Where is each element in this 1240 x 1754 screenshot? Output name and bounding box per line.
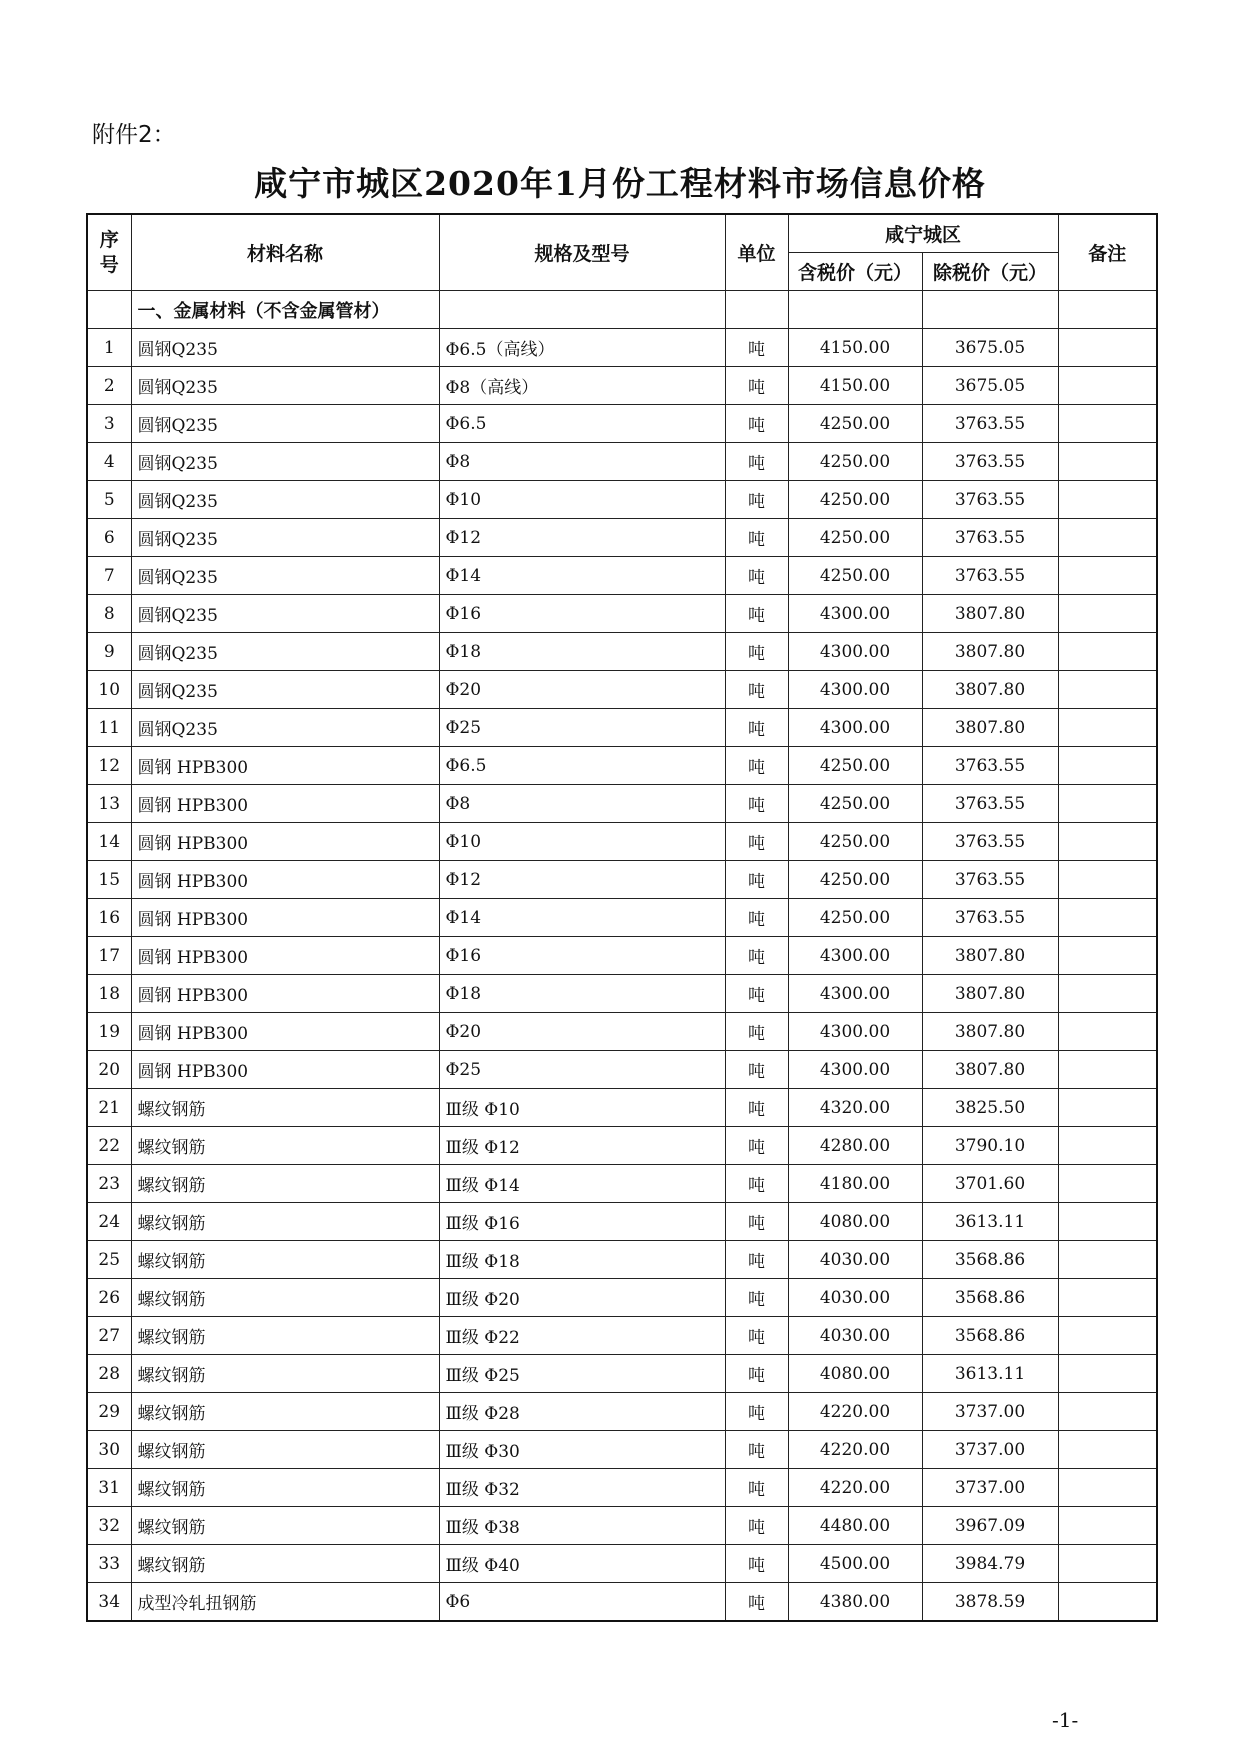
row-number: 6: [87, 519, 131, 557]
remark: [1058, 671, 1157, 709]
material-name: 螺纹钢筋: [131, 1127, 439, 1165]
remark: [1058, 1469, 1157, 1507]
remark: [1058, 747, 1157, 785]
material-name: 圆钢 HPB300: [131, 975, 439, 1013]
table-row: [87, 1165, 1157, 1203]
specification: Ⅲ级 Φ10: [439, 1089, 725, 1127]
unit: 吨: [725, 1051, 788, 1089]
price-with-tax: 4250.00: [788, 557, 922, 595]
specification: Ⅲ级 Φ32: [439, 1469, 725, 1507]
material-name: 螺纹钢筋: [131, 1431, 439, 1469]
price-without-tax: 3807.80: [922, 671, 1058, 709]
table-row: [87, 405, 1157, 443]
remark: [1058, 633, 1157, 671]
row-number: 31: [87, 1469, 131, 1507]
price-with-tax: 4030.00: [788, 1279, 922, 1317]
row-number: 4: [87, 443, 131, 481]
table-row: [87, 975, 1157, 1013]
row-number: 24: [87, 1203, 131, 1241]
price-with-tax: 4250.00: [788, 823, 922, 861]
price-with-tax: 4030.00: [788, 1317, 922, 1355]
remark: [1058, 557, 1157, 595]
table-row: [87, 1241, 1157, 1279]
unit: 吨: [725, 1431, 788, 1469]
row-number: 19: [87, 1013, 131, 1051]
remark: [1058, 1545, 1157, 1583]
material-name: 圆钢 HPB300: [131, 747, 439, 785]
specification: Φ6.5: [439, 747, 725, 785]
unit: 吨: [725, 519, 788, 557]
material-name: 圆钢 HPB300: [131, 861, 439, 899]
price-without-tax: 3763.55: [922, 747, 1058, 785]
price-without-tax: 3807.80: [922, 595, 1058, 633]
specification: Φ12: [439, 861, 725, 899]
header-spec: 规格及型号: [439, 214, 725, 291]
row-number: 28: [87, 1355, 131, 1393]
price-with-tax: 4250.00: [788, 481, 922, 519]
price-without-tax: 3568.86: [922, 1241, 1058, 1279]
remark: [1058, 937, 1157, 975]
price-without-tax: 3807.80: [922, 709, 1058, 747]
row-number: 18: [87, 975, 131, 1013]
price-without-tax: 3675.05: [922, 367, 1058, 405]
table-row: [87, 1431, 1157, 1469]
remark: [1058, 1583, 1157, 1622]
section-unit-cell: [725, 291, 788, 329]
header-no: [87, 214, 131, 291]
unit: 吨: [725, 1469, 788, 1507]
material-name: 圆钢Q235: [131, 405, 439, 443]
unit: 吨: [725, 481, 788, 519]
price-without-tax: 3763.55: [922, 557, 1058, 595]
header-price-tax: 含税价（元）: [788, 253, 922, 291]
specification: Φ25: [439, 1051, 725, 1089]
price-table: [86, 213, 1158, 1622]
unit: 吨: [725, 557, 788, 595]
specification: Φ16: [439, 937, 725, 975]
price-with-tax: 4150.00: [788, 367, 922, 405]
page-number: -1-: [1052, 1708, 1079, 1732]
remark: [1058, 595, 1157, 633]
table-row: [87, 595, 1157, 633]
specification: Φ18: [439, 633, 725, 671]
material-name: 螺纹钢筋: [131, 1545, 439, 1583]
specification: Ⅲ级 Φ28: [439, 1393, 725, 1431]
remark: [1058, 1165, 1157, 1203]
material-name: 圆钢Q235: [131, 633, 439, 671]
specification: Φ18: [439, 975, 725, 1013]
remark: [1058, 1279, 1157, 1317]
specification: Φ12: [439, 519, 725, 557]
page-title: 咸宁市城区2020年1月份工程材料市场信息价格: [254, 164, 986, 203]
table-row: [87, 747, 1157, 785]
specification: Ⅲ级 Φ14: [439, 1165, 725, 1203]
row-number: 17: [87, 937, 131, 975]
price-without-tax: 3701.60: [922, 1165, 1058, 1203]
row-number: 20: [87, 1051, 131, 1089]
material-name: 圆钢Q235: [131, 367, 439, 405]
price-without-tax: 3737.00: [922, 1393, 1058, 1431]
table-row: [87, 937, 1157, 975]
remark: [1058, 785, 1157, 823]
price-with-tax: 4220.00: [788, 1393, 922, 1431]
price-without-tax: 3790.10: [922, 1127, 1058, 1165]
material-name: 螺纹钢筋: [131, 1507, 439, 1545]
remark: [1058, 1317, 1157, 1355]
specification: Ⅲ级 Φ30: [439, 1431, 725, 1469]
material-name: 圆钢 HPB300: [131, 1013, 439, 1051]
price-with-tax: 4250.00: [788, 785, 922, 823]
price-without-tax: 3613.11: [922, 1203, 1058, 1241]
unit: 吨: [725, 633, 788, 671]
specification: Φ14: [439, 899, 725, 937]
price-with-tax: 4300.00: [788, 709, 922, 747]
material-name: 螺纹钢筋: [131, 1165, 439, 1203]
price-with-tax: 4300.00: [788, 633, 922, 671]
price-with-tax: 4300.00: [788, 595, 922, 633]
section-notax-cell: [922, 291, 1058, 329]
price-without-tax: 3763.55: [922, 443, 1058, 481]
unit: 吨: [725, 823, 788, 861]
price-with-tax: 4220.00: [788, 1431, 922, 1469]
unit: 吨: [725, 861, 788, 899]
table-row: [87, 1393, 1157, 1431]
table-row: [87, 1127, 1157, 1165]
remark: [1058, 709, 1157, 747]
table-row: [87, 861, 1157, 899]
unit: 吨: [725, 1545, 788, 1583]
section-no-cell: [87, 291, 131, 329]
price-with-tax: 4300.00: [788, 937, 922, 975]
remark: [1058, 367, 1157, 405]
price-with-tax: 4250.00: [788, 443, 922, 481]
material-name: 圆钢 HPB300: [131, 823, 439, 861]
material-name: 圆钢Q235: [131, 329, 439, 367]
table-row: [87, 633, 1157, 671]
price-without-tax: 3737.00: [922, 1469, 1058, 1507]
price-with-tax: 4220.00: [788, 1469, 922, 1507]
row-number: 15: [87, 861, 131, 899]
header-remark: 备注: [1058, 214, 1157, 291]
material-name: 圆钢Q235: [131, 709, 439, 747]
price-with-tax: 4320.00: [788, 1089, 922, 1127]
row-number: 1: [87, 329, 131, 367]
remark: [1058, 443, 1157, 481]
remark: [1058, 1051, 1157, 1089]
unit: 吨: [725, 1355, 788, 1393]
row-number: 26: [87, 1279, 131, 1317]
unit: 吨: [725, 1089, 788, 1127]
price-with-tax: 4380.00: [788, 1583, 922, 1622]
specification: Φ20: [439, 671, 725, 709]
material-name: 圆钢 HPB300: [131, 937, 439, 975]
price-without-tax: 3763.55: [922, 823, 1058, 861]
table-row: [87, 1203, 1157, 1241]
price-with-tax: 4250.00: [788, 861, 922, 899]
row-number: 30: [87, 1431, 131, 1469]
unit: 吨: [725, 1279, 788, 1317]
row-number: 8: [87, 595, 131, 633]
price-without-tax: 3763.55: [922, 861, 1058, 899]
specification: Ⅲ级 Φ20: [439, 1279, 725, 1317]
unit: 吨: [725, 329, 788, 367]
specification: Ⅲ级 Φ22: [439, 1317, 725, 1355]
unit: 吨: [725, 1507, 788, 1545]
unit: 吨: [725, 595, 788, 633]
price-without-tax: 3878.59: [922, 1583, 1058, 1622]
price-without-tax: 3763.55: [922, 785, 1058, 823]
section-spec-cell: [439, 291, 725, 329]
table-row: [87, 1545, 1157, 1583]
price-without-tax: 3807.80: [922, 1013, 1058, 1051]
row-number: 13: [87, 785, 131, 823]
row-number: 21: [87, 1089, 131, 1127]
unit: 吨: [725, 1583, 788, 1622]
table-row: [87, 1013, 1157, 1051]
specification: Φ8: [439, 785, 725, 823]
remark: [1058, 1507, 1157, 1545]
section-tax-cell: [788, 291, 922, 329]
remark: [1058, 405, 1157, 443]
row-number: 16: [87, 899, 131, 937]
material-name: 螺纹钢筋: [131, 1241, 439, 1279]
table-row: [87, 1279, 1157, 1317]
table-row: [87, 481, 1157, 519]
table-row: [87, 557, 1157, 595]
price-with-tax: 4300.00: [788, 1051, 922, 1089]
price-without-tax: 3763.55: [922, 899, 1058, 937]
table-row: [87, 1583, 1157, 1622]
specification: Φ25: [439, 709, 725, 747]
remark: [1058, 1089, 1157, 1127]
unit: 吨: [725, 367, 788, 405]
price-with-tax: 4300.00: [788, 975, 922, 1013]
price-without-tax: 3613.11: [922, 1355, 1058, 1393]
unit: 吨: [725, 1317, 788, 1355]
table-row: [87, 367, 1157, 405]
material-name: 成型冷轧扭钢筋: [131, 1583, 439, 1622]
table-row: [87, 1051, 1157, 1089]
unit: 吨: [725, 1127, 788, 1165]
table-row: [87, 1507, 1157, 1545]
section-title: 一、金属材料（不含金属管材）: [131, 291, 439, 329]
unit: 吨: [725, 1393, 788, 1431]
material-name: 螺纹钢筋: [131, 1355, 439, 1393]
table-row: [87, 709, 1157, 747]
remark: [1058, 975, 1157, 1013]
remark: [1058, 1393, 1157, 1431]
unit: 吨: [725, 975, 788, 1013]
remark: [1058, 1127, 1157, 1165]
price-without-tax: 3568.86: [922, 1317, 1058, 1355]
price-with-tax: 4180.00: [788, 1165, 922, 1203]
table-row: [87, 1469, 1157, 1507]
price-without-tax: 3984.79: [922, 1545, 1058, 1583]
material-name: 螺纹钢筋: [131, 1393, 439, 1431]
unit: 吨: [725, 709, 788, 747]
specification: Φ6: [439, 1583, 725, 1622]
table-row: [87, 329, 1157, 367]
material-name: 螺纹钢筋: [131, 1279, 439, 1317]
material-name: 圆钢Q235: [131, 671, 439, 709]
specification: Ⅲ级 Φ38: [439, 1507, 725, 1545]
row-number: 14: [87, 823, 131, 861]
specification: Ⅲ级 Φ40: [439, 1545, 725, 1583]
unit: 吨: [725, 1241, 788, 1279]
row-number: 23: [87, 1165, 131, 1203]
header-no-label: 序号: [99, 228, 119, 276]
material-name: 螺纹钢筋: [131, 1203, 439, 1241]
price-without-tax: 3763.55: [922, 405, 1058, 443]
unit: 吨: [725, 671, 788, 709]
section-remark-cell: [1058, 291, 1157, 329]
price-with-tax: 4250.00: [788, 405, 922, 443]
material-name: 螺纹钢筋: [131, 1317, 439, 1355]
price-without-tax: 3825.50: [922, 1089, 1058, 1127]
remark: [1058, 1241, 1157, 1279]
row-number: 9: [87, 633, 131, 671]
section-row: [87, 291, 1157, 329]
remark: [1058, 329, 1157, 367]
row-number: 2: [87, 367, 131, 405]
row-number: 11: [87, 709, 131, 747]
unit: 吨: [725, 405, 788, 443]
specification: Φ8: [439, 443, 725, 481]
row-number: 22: [87, 1127, 131, 1165]
price-without-tax: 3967.09: [922, 1507, 1058, 1545]
price-with-tax: 4250.00: [788, 747, 922, 785]
row-number: 7: [87, 557, 131, 595]
table-row: [87, 671, 1157, 709]
header-name: 材料名称: [131, 214, 439, 291]
specification: Φ10: [439, 823, 725, 861]
row-number: 27: [87, 1317, 131, 1355]
price-without-tax: 3763.55: [922, 481, 1058, 519]
remark: [1058, 481, 1157, 519]
unit: 吨: [725, 747, 788, 785]
price-without-tax: 3737.00: [922, 1431, 1058, 1469]
header-region: 咸宁城区: [788, 214, 1058, 253]
header-unit: 单位: [725, 214, 788, 291]
specification: Φ8（高线）: [439, 367, 725, 405]
price-with-tax: 4080.00: [788, 1355, 922, 1393]
table-row: [87, 443, 1157, 481]
specification: Φ10: [439, 481, 725, 519]
specification: Ⅲ级 Φ25: [439, 1355, 725, 1393]
price-without-tax: 3807.80: [922, 937, 1058, 975]
price-with-tax: 4280.00: [788, 1127, 922, 1165]
remark: [1058, 1431, 1157, 1469]
price-without-tax: 3675.05: [922, 329, 1058, 367]
header-price-notax: 除税价（元）: [922, 253, 1058, 291]
remark: [1058, 519, 1157, 557]
unit: 吨: [725, 937, 788, 975]
table-row: [87, 823, 1157, 861]
price-with-tax: 4300.00: [788, 1013, 922, 1051]
table-row: [87, 899, 1157, 937]
specification: Φ14: [439, 557, 725, 595]
material-name: 圆钢Q235: [131, 557, 439, 595]
specification: Φ6.5（高线）: [439, 329, 725, 367]
price-with-tax: 4250.00: [788, 899, 922, 937]
material-name: 圆钢 HPB300: [131, 785, 439, 823]
table-row: [87, 1317, 1157, 1355]
material-name: 圆钢Q235: [131, 481, 439, 519]
price-with-tax: 4300.00: [788, 671, 922, 709]
specification: Ⅲ级 Φ12: [439, 1127, 725, 1165]
price-with-tax: 4500.00: [788, 1545, 922, 1583]
unit: 吨: [725, 443, 788, 481]
unit: 吨: [725, 785, 788, 823]
material-name: 圆钢 HPB300: [131, 1051, 439, 1089]
price-without-tax: 3807.80: [922, 975, 1058, 1013]
row-number: 32: [87, 1507, 131, 1545]
price-with-tax: 4080.00: [788, 1203, 922, 1241]
row-number: 34: [87, 1583, 131, 1622]
table-row: [87, 519, 1157, 557]
price-with-tax: 4480.00: [788, 1507, 922, 1545]
material-name: 圆钢Q235: [131, 443, 439, 481]
price-without-tax: 3807.80: [922, 1051, 1058, 1089]
material-name: 圆钢 HPB300: [131, 899, 439, 937]
attachment-label: 附件2：: [92, 122, 176, 148]
row-number: 29: [87, 1393, 131, 1431]
row-number: 12: [87, 747, 131, 785]
row-number: 3: [87, 405, 131, 443]
table-row: [87, 1089, 1157, 1127]
table-row: [87, 1355, 1157, 1393]
material-name: 螺纹钢筋: [131, 1469, 439, 1507]
price-with-tax: 4250.00: [788, 519, 922, 557]
remark: [1058, 899, 1157, 937]
unit: 吨: [725, 1203, 788, 1241]
specification: Φ6.5: [439, 405, 725, 443]
price-with-tax: 4150.00: [788, 329, 922, 367]
price-without-tax: 3568.86: [922, 1279, 1058, 1317]
price-without-tax: 3763.55: [922, 519, 1058, 557]
row-number: 10: [87, 671, 131, 709]
unit: 吨: [725, 899, 788, 937]
specification: Ⅲ级 Φ16: [439, 1203, 725, 1241]
unit: 吨: [725, 1165, 788, 1203]
remark: [1058, 1355, 1157, 1393]
row-number: 33: [87, 1545, 131, 1583]
remark: [1058, 823, 1157, 861]
specification: Ⅲ级 Φ18: [439, 1241, 725, 1279]
material-name: 圆钢Q235: [131, 519, 439, 557]
specification: Φ20: [439, 1013, 725, 1051]
unit: 吨: [725, 1013, 788, 1051]
remark: [1058, 861, 1157, 899]
row-number: 5: [87, 481, 131, 519]
remark: [1058, 1203, 1157, 1241]
remark: [1058, 1013, 1157, 1051]
price-without-tax: 3807.80: [922, 633, 1058, 671]
material-name: 圆钢Q235: [131, 595, 439, 633]
price-with-tax: 4030.00: [788, 1241, 922, 1279]
specification: Φ16: [439, 595, 725, 633]
material-name: 螺纹钢筋: [131, 1089, 439, 1127]
table-row: [87, 785, 1157, 823]
row-number: 25: [87, 1241, 131, 1279]
